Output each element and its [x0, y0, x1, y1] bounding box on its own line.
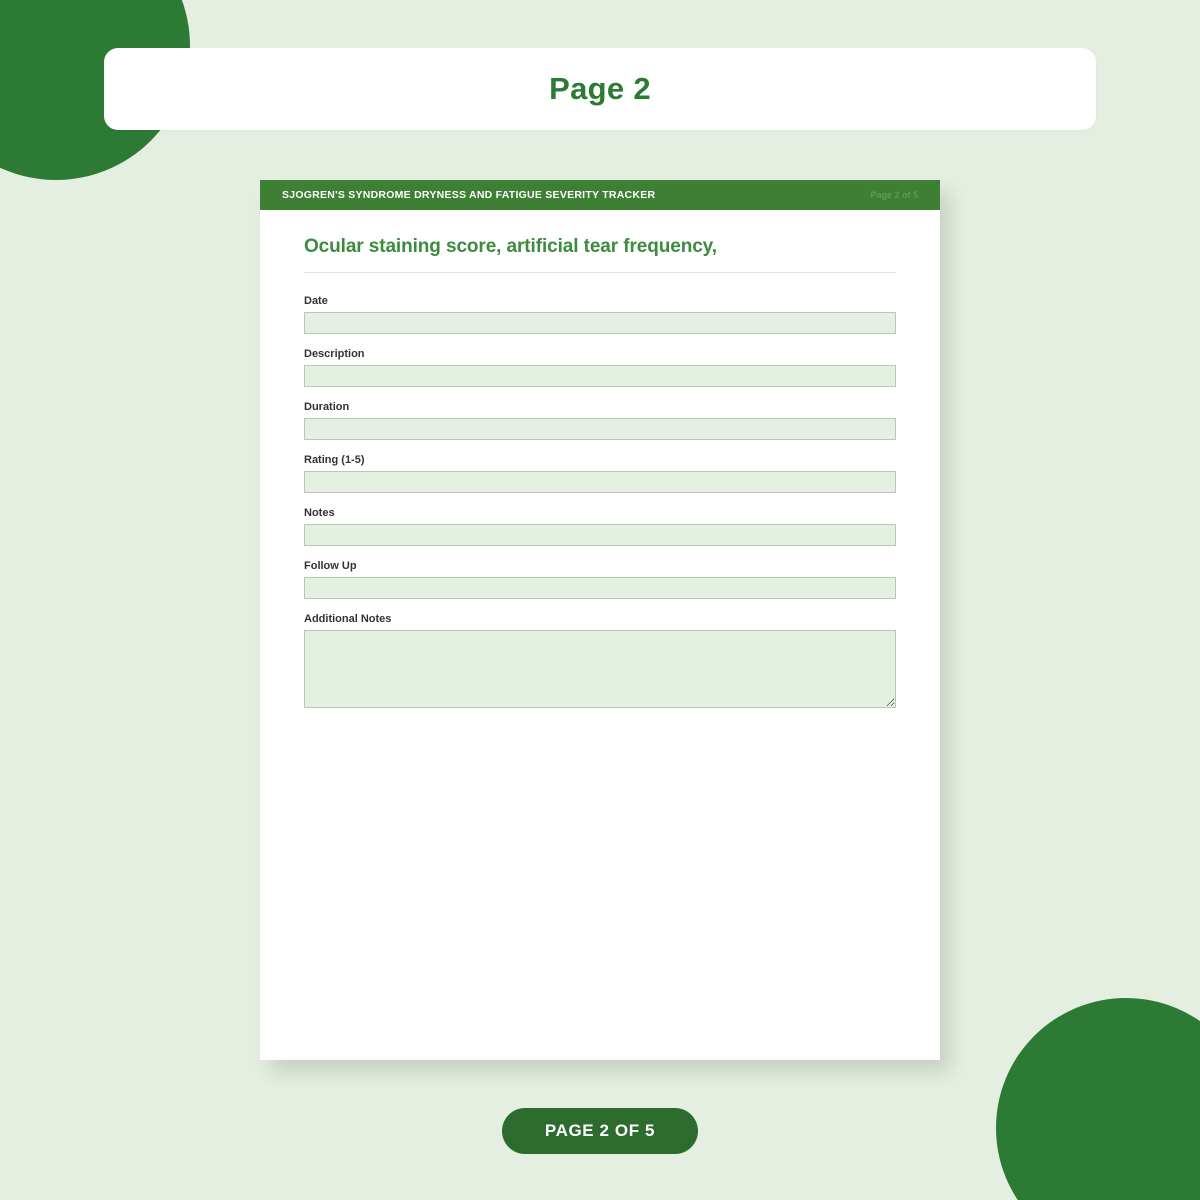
page-number-label: PAGE 2 OF 5: [544, 1121, 656, 1140]
document-header-bar: [260, 180, 940, 210]
field-label-rating: Rating (1-5): [304, 454, 365, 466]
field-label-notes: Notes: [304, 507, 335, 519]
document-header-page-indicator: Page 2 of 5: [870, 190, 918, 200]
notes-input[interactable]: [304, 524, 896, 546]
field-label-additional-notes: Additional Notes: [304, 613, 392, 625]
decorative-circle-bottom-right: [996, 998, 1200, 1200]
additional-notes-textarea[interactable]: [304, 630, 896, 708]
follow-up-input[interactable]: [304, 577, 896, 599]
field-label-duration: Duration: [304, 401, 350, 413]
field-label-description: Description: [304, 348, 365, 360]
document-body: [260, 210, 940, 708]
date-input[interactable]: [304, 312, 896, 334]
document-title: Ocular staining score, artificial tear frequency,: [304, 236, 717, 257]
form-field-description: [304, 348, 896, 387]
form-field-rating: [304, 454, 896, 493]
form-field-follow-up: [304, 560, 896, 599]
duration-input[interactable]: [304, 418, 896, 440]
page-number-badge: [502, 1108, 698, 1154]
document-header-title: SJOGREN'S SYNDROME DRYNESS AND FATIGUE SEVERITY TRACKER: [282, 189, 656, 201]
form-field-date: [304, 295, 896, 334]
rating-input[interactable]: [304, 471, 896, 493]
page-title-card: [104, 48, 1096, 130]
field-label-follow-up: Follow Up: [304, 560, 357, 572]
page-title: Page 2: [549, 71, 651, 106]
title-divider: [304, 272, 896, 273]
field-label-date: Date: [304, 295, 328, 307]
form-field-duration: [304, 401, 896, 440]
form-field-additional-notes: [304, 613, 896, 708]
form-field-notes: [304, 507, 896, 546]
description-input[interactable]: [304, 365, 896, 387]
document-sheet: [260, 180, 940, 1060]
